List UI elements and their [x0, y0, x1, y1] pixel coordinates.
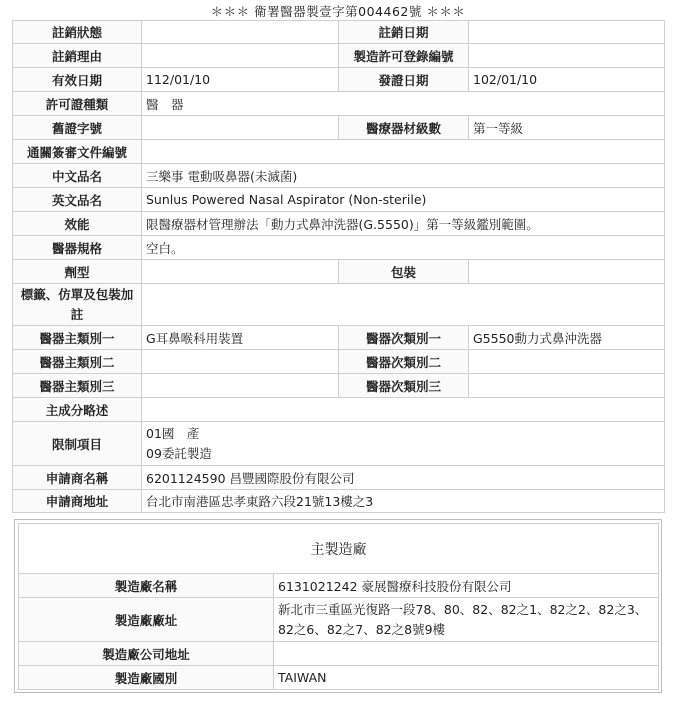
main-category-3-value — [142, 374, 339, 398]
sub-category-2-label: 醫器次類別二 — [339, 350, 469, 374]
package-label: 包裝 — [339, 260, 469, 284]
applicant-address-value: 台北市南港區忠孝東路六段21號13樓之3 — [142, 490, 665, 513]
device-class-value: 第一等級 — [469, 116, 665, 140]
restriction-item: 09委託製造 — [146, 445, 212, 461]
mfg-license-no-label: 製造許可登錄編號 — [339, 44, 469, 68]
labeling-value — [142, 284, 665, 326]
customs-doc-value — [142, 140, 665, 164]
ingredients-label: 主成分略述 — [13, 398, 142, 422]
old-cert-label: 舊證字號 — [13, 116, 142, 140]
device-class-label: 醫療器材級數 — [339, 116, 469, 140]
issue-date-label: 發證日期 — [339, 68, 469, 92]
spec-value: 空白。 — [142, 236, 665, 260]
main-category-1-label: 醫器主類別一 — [13, 326, 142, 350]
sub-category-3-value — [469, 374, 665, 398]
manufacturer-address-value — [274, 598, 659, 642]
license-detail-table — [12, 20, 665, 513]
address-line: 新北市三重區光復路一段78、80、82、82之1、82之2、82之3、 — [278, 601, 648, 617]
license-type-value: 醫 器 — [142, 92, 665, 116]
cancel-date-value — [469, 21, 665, 44]
cancel-status-value — [142, 21, 339, 44]
english-name-value: Sunlus Powered Nasal Aspirator (Non-sterile) — [142, 188, 665, 212]
main-category-3-label: 醫器主類別三 — [13, 374, 142, 398]
issue-date-value: 102/01/10 — [469, 68, 665, 92]
main-category-2-value — [142, 350, 339, 374]
cancel-status-label: 註銷狀態 — [13, 21, 142, 44]
address-line: 82之6、82之7、82之8號9樓 — [278, 621, 446, 637]
sub-category-1-label: 醫器次類別一 — [339, 326, 469, 350]
applicant-address-label: 申請商地址 — [13, 490, 142, 513]
manufacturer-table — [18, 523, 659, 690]
manufacturer-heading: 主製造廠 — [19, 524, 659, 574]
main-category-1-value: G耳鼻喉科用裝置 — [142, 326, 339, 350]
sub-category-3-label: 醫器次類別三 — [339, 374, 469, 398]
english-name-label: 英文品名 — [13, 188, 142, 212]
cancel-reason-value — [142, 44, 339, 68]
manufacturer-company-address-value — [274, 642, 659, 666]
customs-doc-label: 通關簽審文件編號 — [13, 140, 142, 164]
form-value — [142, 260, 339, 284]
labeling-label: 標籤、仿單及包裝加註 — [13, 284, 142, 326]
chinese-name-label: 中文品名 — [13, 164, 142, 188]
form-label: 劑型 — [13, 260, 142, 284]
restrictions-value — [142, 422, 665, 466]
document-title: ＊＊＊ 衛署醫器製壹字第004462號 ＊＊＊ — [210, 4, 466, 19]
package-value — [469, 260, 665, 284]
valid-date-value: 112/01/10 — [142, 68, 339, 92]
efficacy-value: 限醫療器材管理辦法「動力式鼻沖洗器(G.5550)」第一等級鑑別範圍。 — [142, 212, 665, 236]
chinese-name-value: 三樂事 電動吸鼻器(未滅菌) — [142, 164, 665, 188]
efficacy-label: 效能 — [13, 212, 142, 236]
manufacturer-country-value: TAIWAN — [274, 666, 659, 690]
applicant-name-label: 申請商名稱 — [13, 466, 142, 490]
spec-label: 醫器規格 — [13, 236, 142, 260]
cancel-date-label: 註銷日期 — [339, 21, 469, 44]
sub-category-2-value — [469, 350, 665, 374]
manufacturer-name-value: 6131021242 豪展醫療科技股份有限公司 — [274, 574, 659, 598]
applicant-name-value: 6201124590 昌豐國際股份有限公司 — [142, 466, 665, 490]
mfg-license-no-value — [469, 44, 665, 68]
manufacturer-name-label: 製造廠名稱 — [19, 574, 274, 598]
main-category-2-label: 醫器主類別二 — [13, 350, 142, 374]
valid-date-label: 有效日期 — [13, 68, 142, 92]
cancel-reason-label: 註銷理由 — [13, 44, 142, 68]
manufacturer-country-label: 製造廠國別 — [19, 666, 274, 690]
ingredients-value — [142, 398, 665, 422]
manufacturer-address-label: 製造廠廠址 — [19, 598, 274, 642]
old-cert-value — [142, 116, 339, 140]
manufacturer-company-address-label: 製造廠公司地址 — [19, 642, 274, 666]
restrictions-label: 限制項目 — [13, 422, 142, 466]
restriction-item: 01國 產 — [146, 425, 200, 441]
manufacturer-section — [14, 519, 662, 693]
sub-category-1-value: G5550動力式鼻沖洗器 — [469, 326, 665, 350]
license-type-label: 許可證種類 — [13, 92, 142, 116]
